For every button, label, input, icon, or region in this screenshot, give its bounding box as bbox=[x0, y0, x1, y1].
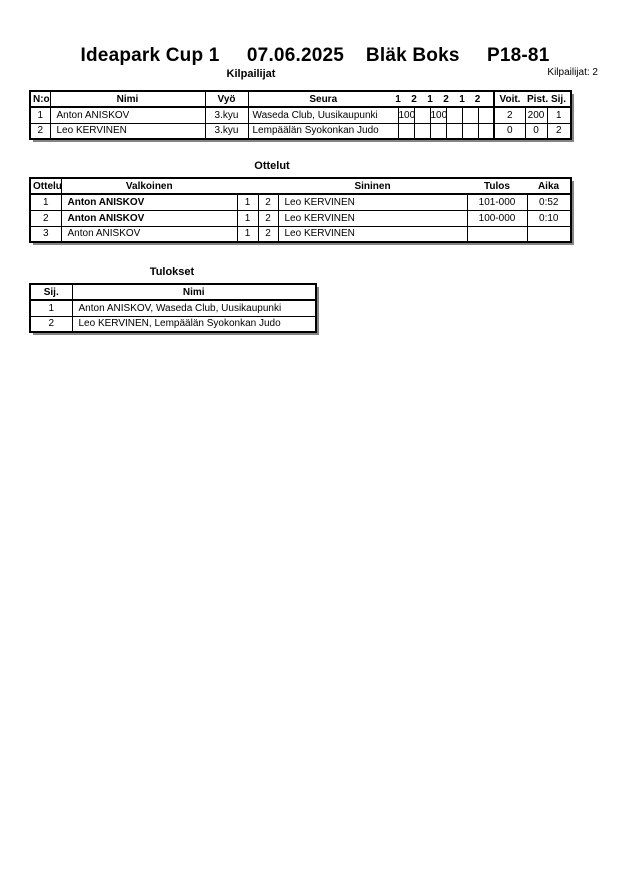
results-header-row bbox=[30, 284, 316, 300]
cell-blue-name: Leo KERVINEN bbox=[278, 194, 467, 210]
col-header-result: Tulos bbox=[467, 178, 527, 194]
cell-place: 2 bbox=[30, 316, 72, 332]
section-label-results: Tulokset bbox=[149, 266, 195, 278]
cell-match-number: 3 bbox=[30, 226, 61, 242]
matches-table bbox=[29, 177, 572, 243]
cell-number: 1 bbox=[30, 107, 50, 123]
col-header-score-2: 2 bbox=[414, 91, 430, 107]
col-header-match: Ottelu bbox=[30, 178, 61, 194]
cell-time: 0:10 bbox=[527, 210, 571, 226]
cell-score bbox=[478, 107, 494, 123]
cell-score bbox=[398, 123, 414, 139]
col-header-place: Sij. bbox=[547, 91, 571, 107]
cell-wins: 2 bbox=[494, 107, 525, 123]
cell-points: 200 bbox=[525, 107, 547, 123]
cell-result: 100-000 bbox=[467, 210, 527, 226]
cell-white-num: 1 bbox=[237, 210, 258, 226]
result-row bbox=[30, 316, 316, 332]
cell-score bbox=[430, 123, 446, 139]
match-row bbox=[30, 194, 571, 210]
cell-belt: 3.kyu bbox=[205, 107, 248, 123]
cell-white-name: Anton ANISKOV bbox=[61, 226, 237, 242]
cell-result: 101-000 bbox=[467, 194, 527, 210]
result-row bbox=[30, 300, 316, 316]
col-header-name: Nimi bbox=[50, 91, 205, 107]
cell-blue-name: Leo KERVINEN bbox=[278, 210, 467, 226]
cell-competitor-name: Anton ANISKOV bbox=[50, 107, 205, 123]
col-header-points: Pist. bbox=[525, 91, 547, 107]
col-header-score-5: 1 bbox=[462, 91, 478, 107]
cell-white-name: Anton ANISKOV bbox=[61, 210, 237, 226]
cell-score bbox=[446, 123, 462, 139]
cell-result-name: Anton ANISKOV, Waseda Club, Uusikaupunki bbox=[72, 300, 316, 316]
cell-score bbox=[414, 123, 430, 139]
cell-white-name: Anton ANISKOV bbox=[61, 194, 237, 210]
competitor-row bbox=[30, 107, 571, 123]
col-header-number: N:o bbox=[30, 91, 50, 107]
col-header-score-6: 2 bbox=[478, 91, 494, 107]
cell-wins: 0 bbox=[494, 123, 525, 139]
cell-time bbox=[527, 226, 571, 242]
cell-club: Lempäälän Syokonkan Judo bbox=[248, 123, 398, 139]
cell-score bbox=[462, 123, 478, 139]
col-header-score-4: 2 bbox=[446, 91, 462, 107]
col-header-name: Nimi bbox=[72, 284, 316, 300]
cell-score: 100 bbox=[398, 107, 414, 123]
cell-blue-num: 2 bbox=[258, 194, 278, 210]
col-header-place: Sij. bbox=[30, 284, 72, 300]
cell-white-num: 1 bbox=[237, 194, 258, 210]
col-header-belt: Vyö bbox=[205, 91, 248, 107]
cell-place: 1 bbox=[30, 300, 72, 316]
cell-club: Waseda Club, Uusikaupunki bbox=[248, 107, 398, 123]
cell-place: 1 bbox=[547, 107, 571, 123]
col-header-wins: Voit. bbox=[494, 91, 525, 107]
match-row bbox=[30, 226, 571, 242]
cell-score bbox=[462, 107, 478, 123]
col-header-score-3: 1 bbox=[430, 91, 446, 107]
cell-number: 2 bbox=[30, 123, 50, 139]
cell-blue-name: Leo KERVINEN bbox=[278, 226, 467, 242]
match-row bbox=[30, 210, 571, 226]
cell-place: 2 bbox=[547, 123, 571, 139]
cell-points: 0 bbox=[525, 123, 547, 139]
competitors-table bbox=[29, 90, 572, 140]
cell-score bbox=[446, 107, 462, 123]
competitors-count: Kilpailijat: 2 bbox=[547, 67, 598, 78]
col-header-club: Seura bbox=[248, 91, 398, 107]
competitors-header-row bbox=[30, 91, 571, 107]
cell-score bbox=[414, 107, 430, 123]
col-header-time: Aika bbox=[527, 178, 571, 194]
cell-match-number: 2 bbox=[30, 210, 61, 226]
section-label-matches: Ottelut bbox=[254, 160, 290, 172]
col-header-score-1: 1 bbox=[398, 91, 414, 107]
cell-result-name: Leo KERVINEN, Lempäälän Syokonkan Judo bbox=[72, 316, 316, 332]
results-table bbox=[29, 283, 317, 333]
col-header-blue: Sininen bbox=[278, 178, 467, 194]
cell-score: 100 bbox=[430, 107, 446, 123]
matches-header-row bbox=[30, 178, 571, 194]
cell-belt: 3.kyu bbox=[205, 123, 248, 139]
cell-white-num: 1 bbox=[237, 226, 258, 242]
col-header-white-score bbox=[237, 178, 258, 194]
col-header-white: Valkoinen bbox=[61, 178, 237, 194]
cell-result bbox=[467, 226, 527, 242]
cell-match-number: 1 bbox=[30, 194, 61, 210]
section-label-competitors: Kilpailijat bbox=[226, 68, 276, 80]
page-title: Ideapark Cup 1 07.06.2025 Bläk Boks P18-81 bbox=[80, 45, 550, 66]
cell-score bbox=[478, 123, 494, 139]
cell-time: 0:52 bbox=[527, 194, 571, 210]
cell-blue-num: 2 bbox=[258, 226, 278, 242]
cell-competitor-name: Leo KERVINEN bbox=[50, 123, 205, 139]
cell-blue-num: 2 bbox=[258, 210, 278, 226]
competitor-row bbox=[30, 123, 571, 139]
col-header-blue-score bbox=[258, 178, 278, 194]
